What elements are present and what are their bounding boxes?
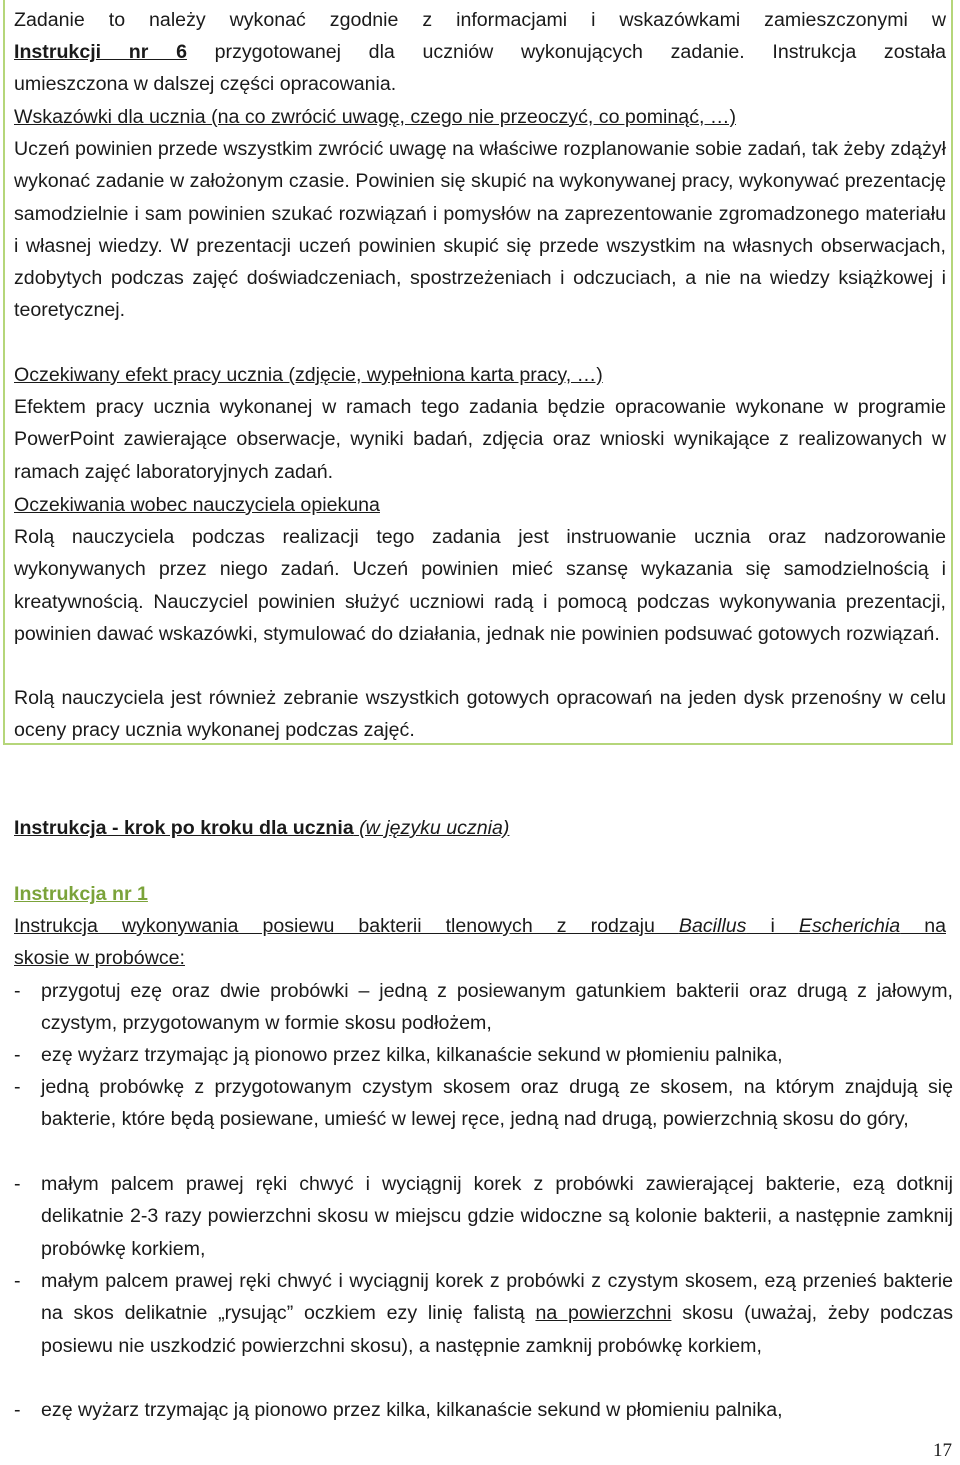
hints-heading bbox=[14, 101, 946, 133]
hints-text: Uczeń powinien przede wszystkim zwrócić uwagę na właściwe rozplanowanie sobie zadań, tak żeby zdążył wykonać zadanie w założonym czasie. Powinien się skupić na wykonywanej pracy, wykonywać prezentację samodzielnie i sam powinien szukać rozwiązań i pomysłów na zaprezentowanie zgromadzonego materiału i własnej wiedzy. W prezentacji uczeń powinien skupić się przede wszystkim na własnych obserwacjach, zdobytych podczas zajęć doświadczeniach, spostrzeżeniach i odczuciach, a nie na wiedzy książkowej i teoretycznej. bbox=[14, 138, 946, 322]
teacher-text: Rolą nauczyciela podczas realizacji tego zadania jest instruowanie ucznia oraz nadzorowanie wykonywanych przez niego zadań. Uczeń powinien mieć szansę wykazania się samodzielnością i kreatywnością. Nauczyciel powinien służyć uczniowi radą i pomocą podczas wykonywania prezentacji, powinien dawać wskazówki, stymulować do działania, jednak nie powinien podsuwać gotowych rozwiązań. bbox=[14, 526, 946, 645]
instr1-intro-b: na bbox=[900, 915, 946, 937]
intro-line-3: umieszczona w dalszej części opracowania. bbox=[14, 73, 397, 95]
instruction-ref: Instrukcji nr 6 bbox=[14, 41, 187, 63]
instr1-intro-i: i bbox=[746, 915, 799, 937]
step-5-underlined: na powierzchni bbox=[535, 1302, 672, 1325]
intro-text-2: przygotowanej dla uczniów wykonujących zadanie. Instrukcja została bbox=[186, 41, 946, 63]
intro-line-1 bbox=[14, 4, 946, 36]
step-5-rest: skosu (uważaj, żeby podczas posiewu nie uszkodzić powierzchni skosu), a następnie zamknij probówkę korkiem, bbox=[41, 1302, 953, 1357]
genus-escherichia: Escherichia bbox=[798, 915, 901, 937]
list-dash: - bbox=[14, 1399, 21, 1421]
page-number: 17 bbox=[933, 1440, 952, 1461]
list-dash: - bbox=[14, 1173, 21, 1195]
teacher-heading-text: Oczekiwania wobec nauczyciela opiekuna bbox=[14, 494, 380, 516]
intro-line-2 bbox=[14, 36, 946, 68]
step-5 bbox=[41, 1265, 953, 1362]
section-title bbox=[14, 812, 509, 844]
list-dash: - bbox=[14, 1076, 21, 1098]
genus-bacillus: Bacillus bbox=[678, 915, 747, 937]
step-2: ezę wyżarz trzymając ją pionowo przez kilka, kilkanaście sekund w płomieniu palnika, bbox=[41, 1044, 783, 1066]
effect-heading-text: Oczekiwany efekt pracy ucznia (zdjęcie, wypełniona karta pracy, …) bbox=[14, 364, 603, 386]
section-title-text: Instrukcja - krok po kroku dla ucznia bbox=[14, 817, 354, 839]
list-dash: - bbox=[14, 980, 21, 1002]
effect-text: Efektem pracy ucznia wykonanej w ramach tego zadania będzie opracowanie wykonane w programie PowerPoint zawierające obserwacje, wyniki badań, zdjęcia oraz wnioski wynikające z realizowanych w ramach zajęć laboratoryjnych zadań. bbox=[14, 396, 946, 483]
teacher-heading bbox=[14, 489, 946, 521]
hints-heading-text: Wskazówki dla ucznia (na co zwrócić uwagę, czego nie przeoczyć, co pominąć, …) bbox=[14, 106, 736, 128]
instr1-intro-a: Instrukcja wykonywania posiewu bakterii tlenowych z rodzaju bbox=[14, 915, 679, 937]
instr1-intro-cont: skosie w probówce: bbox=[14, 947, 185, 969]
effect-heading bbox=[14, 359, 946, 391]
instr1-intro bbox=[14, 910, 946, 942]
step-4: małym palcem prawej ręki chwyć i wyciągnij korek z probówki zawierającej bakterie, ezą dotknij delikatnie 2-3 razy powierzchni skosu w miejscu gdzie widoczne są kolonie bakterii, a następnie zamknij probówkę korkiem, bbox=[41, 1173, 953, 1260]
intro-text-1: Zadanie to należy wykonać zgodnie z informacjami i wskazówkami zamieszczonymi w bbox=[14, 9, 946, 31]
step-1: przygotuj ezę oraz dwie probówki – jedną z posiewanym gatunkiem bakterii oraz drugą z jałowym, czystym, przygotowanym w formie skosu podłożem, bbox=[41, 980, 953, 1035]
step-5-text: małym palcem prawej ręki chwyć i wyciągnij korek z probówki z czystym skosem, ezą przenieś bakterie na skos delikatnie „rysując” oczkiem ezy linię falistą bbox=[41, 1270, 953, 1325]
step-3: jedną probówkę z przygotowanym czystym skosem oraz drugą ze skosem, na którym znajdują się bakterie, które będą posiewane, umieść w lewej ręce, jedną nad drugą, powierzchnią skosu do góry, bbox=[41, 1076, 953, 1131]
list-dash: - bbox=[14, 1270, 21, 1292]
teacher-text-2: Rolą nauczyciela jest również zebranie wszystkich gotowych opracowań na jeden dysk przenośny w celu oceny pracy ucznia wykonanej podczas zajęć. bbox=[14, 687, 946, 742]
instr1-heading: Instrukcja nr 1 bbox=[14, 883, 148, 905]
list-dash: - bbox=[14, 1044, 21, 1066]
section-title-suffix: (w języku ucznia) bbox=[353, 817, 510, 839]
step-6: ezę wyżarz trzymając ją pionowo przez kilka, kilkanaście sekund w płomieniu palnika, bbox=[41, 1399, 783, 1421]
